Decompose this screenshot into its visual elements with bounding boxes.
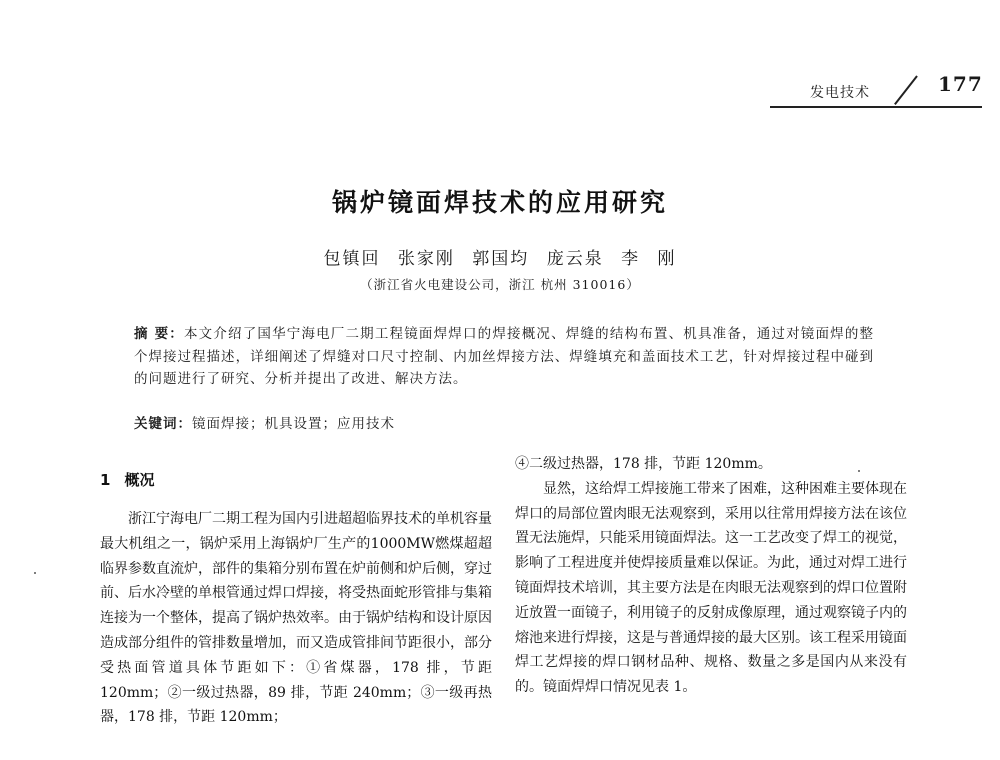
running-head-slash — [894, 75, 917, 104]
right-column-paragraph: 显然，这给焊工焊接施工带来了困难，这种困难主要体现在焊口的局部位置肉眼无法观察到，采用以往常用焊接方法在该位置无法施焊，只能采用镜面焊法。这一工艺改变了焊工的视觉，影响了工程进度并使焊接质量难以保证。为此，通过对焊工进行镜面焊技术培训，其主要方法是在肉眼无法观察到的焊口位置附近放置一面镜子，利用镜子的反射成像原理，通过观察镜子内的熔池来进行焊接，这是与普通焊接的最大区别。该工程采用镜面焊工艺焊接的焊口钢材品种、规格、数量之多是国内从来没有的。镜面焊焊口情况见表 1。 — [515, 480, 907, 696]
author-list: 包镇回 张家刚 郭国均 庞云泉 李 刚 — [323, 249, 677, 269]
left-column — [100, 507, 492, 730]
keywords-text: 镜面焊接；机具设置；应用技术 — [192, 416, 395, 432]
running-head-rule — [770, 106, 982, 108]
section-number: 1 — [100, 471, 111, 489]
right-column — [515, 452, 907, 700]
paper-title: 锅炉镜面焊技术的应用研究 — [331, 188, 668, 217]
scan-speck — [34, 572, 36, 574]
abstract-text: 本文介绍了国华宁海电厂二期工程镜面焊焊口的焊接概况、焊缝的结构布置、机具准备，通过对镜面焊的整个焊接过程描述，详细阐述了焊缝对口尺寸控制、内加丝焊接方法、焊缝填充和盖面技术工艺，针对焊接过程中碰到的问题进行了研究、分析并提出了改进、解决方法。 — [134, 326, 875, 387]
scan-speck — [858, 470, 860, 472]
keywords — [134, 413, 874, 435]
section-heading — [100, 469, 154, 490]
running-head-section: 发电技术 — [810, 85, 870, 101]
page-number: 177 — [938, 72, 983, 96]
abstract — [134, 323, 874, 391]
keywords-label: 关键词： — [134, 416, 192, 432]
abstract-label: 摘 要： — [134, 326, 184, 342]
section-title: 概况 — [124, 471, 155, 489]
left-column-paragraph: 浙江宁海电厂二期工程为国内引进超超临界技术的单机容量最大机组之一，锅炉采用上海锅炉厂生产的1000MW燃煤超超临界参数直流炉，部件的集箱分别布置在炉前侧和炉后侧，穿过前、后水冷壁的单根管通过焊口焊接，将受热面蛇形管排与集箱连接为一个整体，提高了锅炉热效率。由于锅炉结构和设计原因造成部分组件的管排数量增加，而又造成管排间节距很小，部分受热面管道具体节距如下：①省煤器，178 排，节距 120mm；②一级过热器，89 排，节距 240mm；③一级再热器，178 排，节距 120mm； — [100, 511, 492, 726]
right-column-first-line: ④二级过热器，178 排，节距 120mm。 — [515, 456, 772, 472]
affiliation: （浙江省火电建设公司，浙江 杭州 310016） — [360, 277, 640, 292]
running-head — [770, 72, 983, 108]
